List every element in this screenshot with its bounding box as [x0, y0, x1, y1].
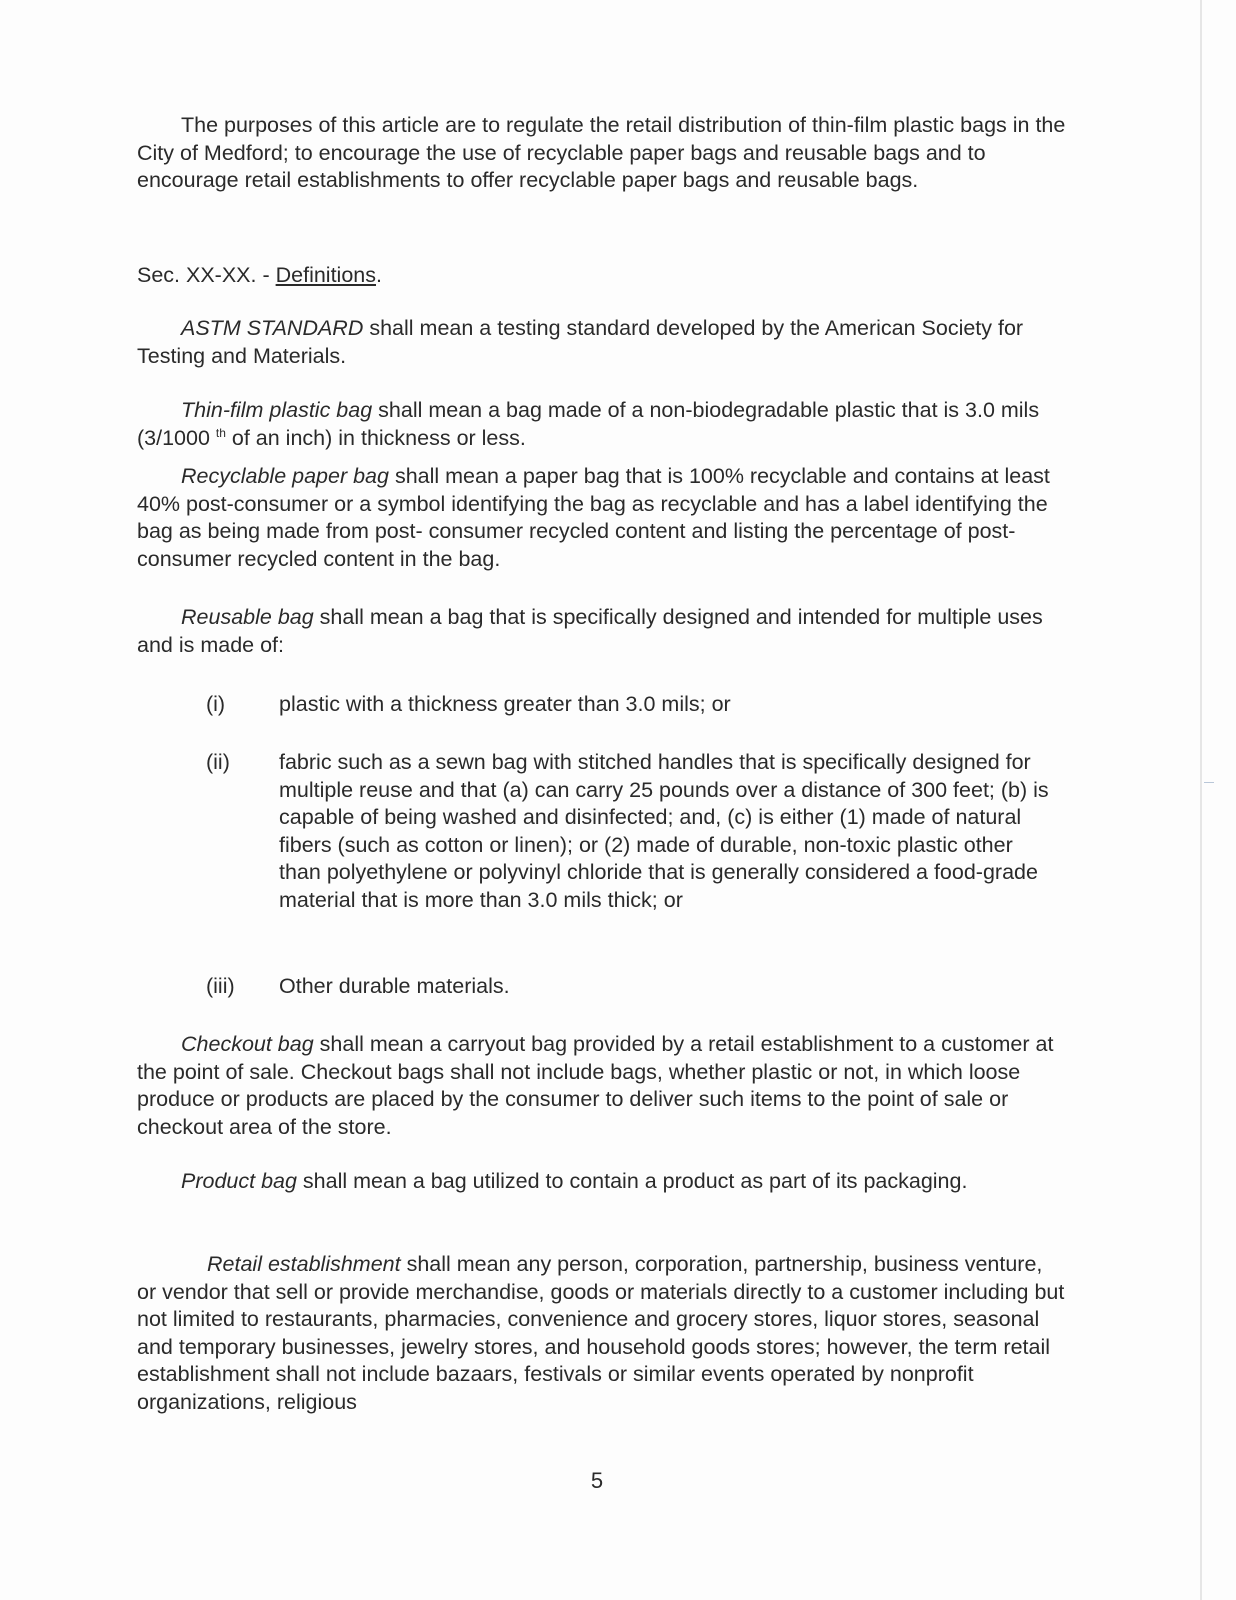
page-number: 5	[590, 1468, 604, 1493]
section-suffix: .	[376, 263, 382, 287]
list-item-number: (ii)	[206, 750, 230, 774]
section-title: Definitions	[275, 263, 376, 287]
definition-text-retail: shall mean any person, corporation, partnership, business venture, or vendor that sell or provide merchandise, goods or materials directly to a customer including but not limited to restaurants, pharmacies, convenience and grocery stores, liquor stores, seasonal and temporary businesses, jewelry stores, and household goods stores; however, the term retail establishment shall not include bazaars, festivals or similar events operated by nonprofit organizations, religious	[137, 1252, 1065, 1414]
definition-text-thin-film-b: of an inch) in thickness or less.	[225, 425, 526, 450]
list-item-number: (i)	[206, 692, 226, 716]
definition-text-checkout: shall mean a carryout bag provided by a retail establishment to a customer at the point of sale. Checkout bags shall not include bags, whether plastic or not, in which loose produce or products are placed by the consumer to deliver such items to the point of sale or checkout area of the store.	[137, 1032, 1054, 1139]
definition-product	[137, 1168, 1067, 1196]
definition-recyclable	[137, 463, 1067, 573]
definition-astm	[137, 315, 1067, 370]
term-reusable: Reusable bag	[181, 605, 314, 629]
term-recyclable: Recyclable paper bag	[181, 464, 389, 488]
definition-retail	[137, 1251, 1067, 1416]
term-astm: ASTM STANDARD	[181, 316, 364, 340]
list-item-number: (iii)	[206, 974, 235, 998]
list-item-text: fabric such as a sewn bag with stitched handles that is specifically designed for multiple reuse and that (a) can carry 25 pounds over a distance of 300 feet; (b) is capable of being washed and disinfected; and, (c) is either (1) made of natural fibers (such as cotton or linen); or (2) made of durable, non-toxic plastic other than polyethylene or polyvinyl chloride that is generally considered a food-grade material that is more than 3.0 mils thick; or	[279, 750, 1049, 912]
section-prefix: Sec. XX-XX. -	[137, 263, 276, 287]
definition-thin-film	[137, 397, 1067, 452]
purpose-paragraph: The purposes of this article are to regulate the retail distribution of thin-film plastic bags in the City of Medford; to encourage the use of recyclable paper bags and reusable bags and to encourage retail establishments to offer recyclable paper bags and reusable bags.	[137, 113, 1066, 192]
section-heading	[137, 262, 1067, 290]
definition-text-recyclable: shall mean a paper bag that is 100% recyclable and contains at least 40% post-consumer or a symbol identifying the bag as recyclable and has a label identifying the bag as being made from post- consumer recycled content and listing the percentage of post-consumer recycled content in the bag.	[137, 464, 1050, 571]
definition-text-thin-film-a: shall mean a bag made of a non-biodegradable plastic that is 3.0 mils (3/1000	[137, 398, 1040, 450]
definition-reusable	[137, 604, 1067, 659]
definition-text-astm: shall mean a testing standard developed by the American Society for Testing and Materials.	[137, 316, 1024, 368]
definition-checkout	[137, 1031, 1067, 1141]
term-product: Product bag	[181, 1169, 297, 1193]
term-thin-film: Thin-film plastic bag	[181, 398, 373, 422]
definition-text-reusable: shall mean a bag that is specifically designed and intended for multiple uses and is made of:	[137, 605, 1043, 657]
list-item-text: Other durable materials.	[279, 974, 510, 998]
margin-mark	[1204, 782, 1214, 783]
term-checkout: Checkout bag	[181, 1032, 314, 1056]
definition-text-product: shall mean a bag utilized to contain a product as part of its packaging.	[296, 1169, 968, 1193]
superscript-th: th	[215, 425, 226, 440]
page-edge-shadow	[1200, 0, 1202, 1600]
term-retail: Retail establishment	[207, 1252, 401, 1276]
list-item-text: plastic with a thickness greater than 3.0 mils; or	[279, 692, 731, 716]
